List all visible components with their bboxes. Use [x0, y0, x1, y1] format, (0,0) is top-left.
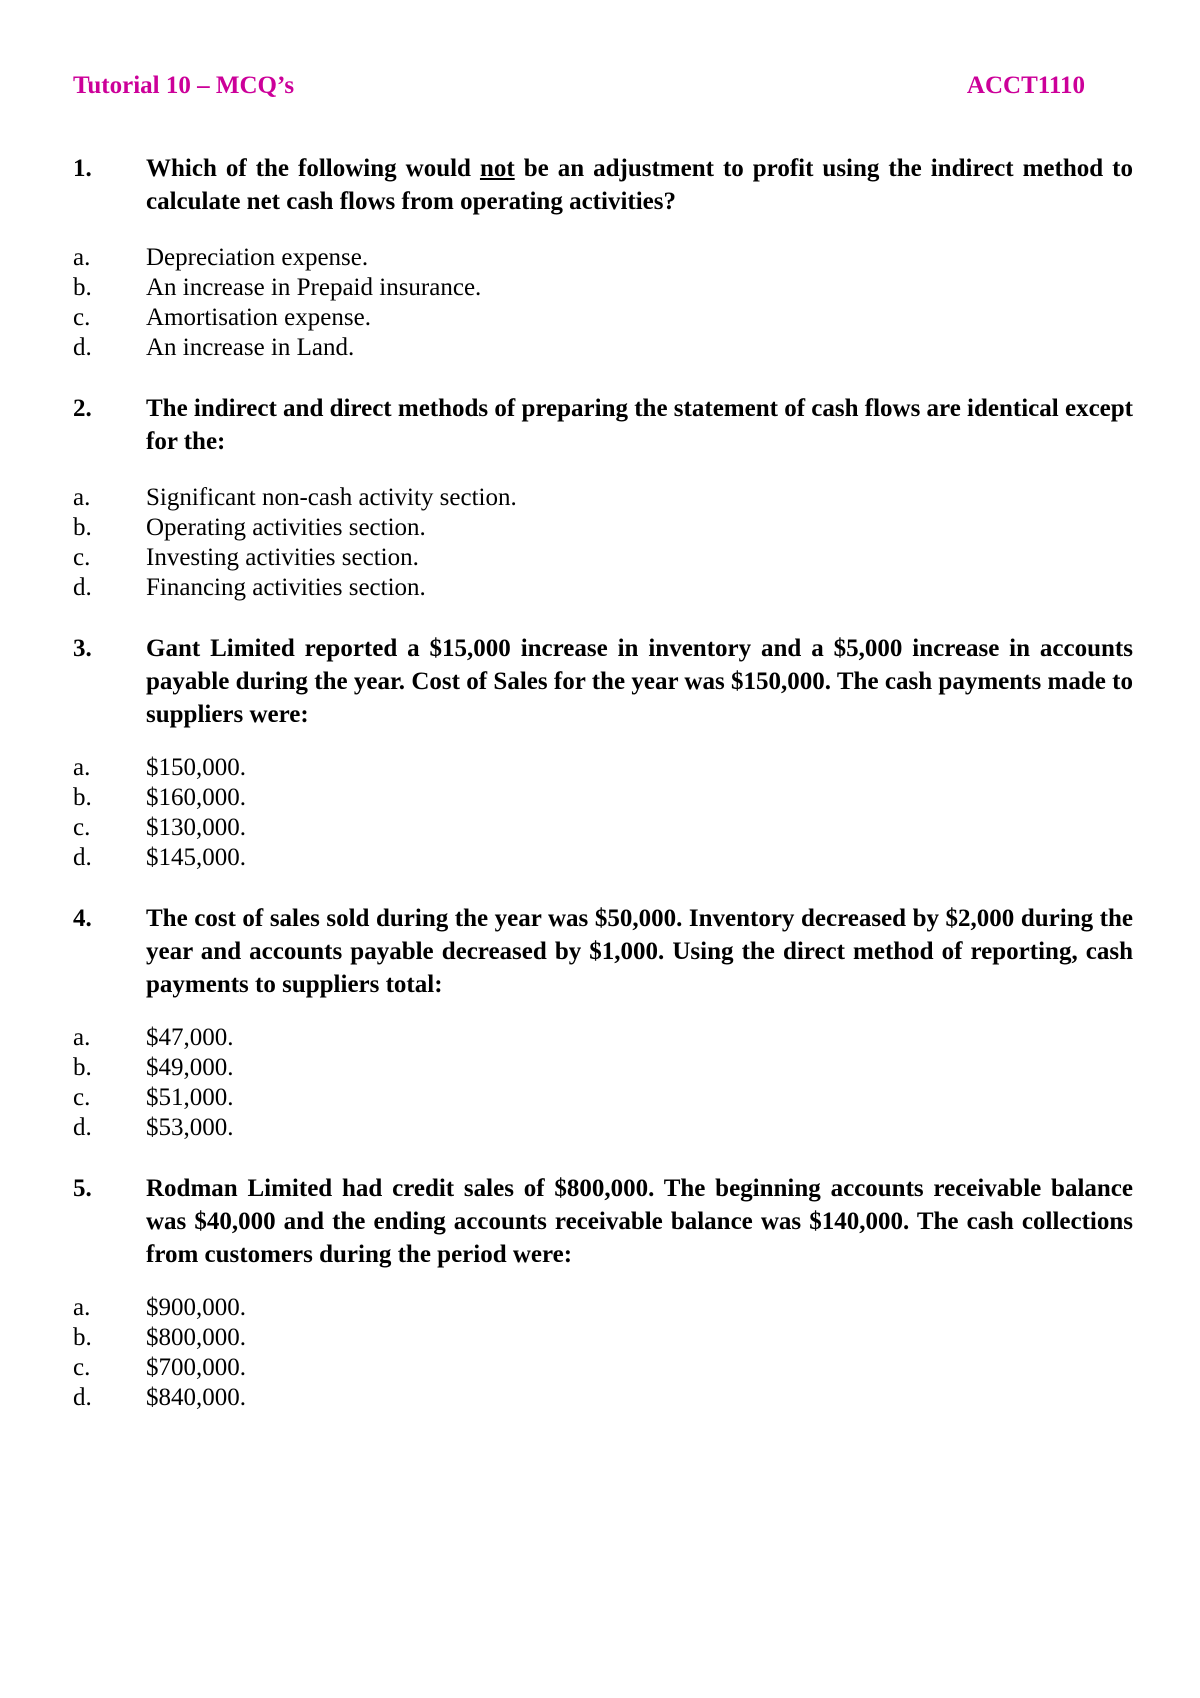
- option-text: $47,000.: [146, 1024, 234, 1051]
- option-text: $700,000.: [146, 1354, 246, 1381]
- question-text: The cost of sales sold during the year was $50,000. Inventory decreased by $2,000 during the year and accounts payable decreased by $1,000. Using the direct method of reporting, cash payments to suppliers total:: [146, 905, 1133, 998]
- question-number: 2.: [73, 395, 92, 422]
- question-number: 1.: [73, 155, 92, 182]
- option-letter: a.: [73, 1294, 91, 1321]
- option-text: Investing activities section.: [146, 544, 419, 571]
- question-number: 5.: [73, 1175, 92, 1202]
- option-letter: a.: [73, 244, 91, 271]
- option-letter: a.: [73, 484, 91, 511]
- option-text: $145,000.: [146, 844, 246, 871]
- option-letter: d.: [73, 574, 92, 601]
- option-letter: d.: [73, 334, 92, 361]
- option-text: $130,000.: [146, 814, 246, 841]
- question-text: Which of the following would not be an adjustment to profit using the indirect method to calculate net cash flows from operating activities?: [146, 155, 1133, 215]
- option-letter: b.: [73, 514, 92, 541]
- option-letter: c.: [73, 1084, 91, 1111]
- option-letter: b.: [73, 1324, 92, 1351]
- option-letter: d.: [73, 1384, 92, 1411]
- option-text: An increase in Land.: [146, 334, 355, 361]
- option-text: An increase in Prepaid insurance.: [146, 274, 482, 301]
- option-text: Financing activities section.: [146, 574, 426, 601]
- option-text: Depreciation expense.: [146, 244, 369, 271]
- option-letter: c.: [73, 1354, 91, 1381]
- question-number: 4.: [73, 905, 92, 932]
- option-text: $150,000.: [146, 754, 246, 781]
- page-header: [73, 72, 1085, 112]
- option-letter: a.: [73, 754, 91, 781]
- option-letter: d.: [73, 1114, 92, 1141]
- option-text: $160,000.: [146, 784, 246, 811]
- option-text: $53,000.: [146, 1114, 234, 1141]
- option-text: $900,000.: [146, 1294, 246, 1321]
- option-letter: c.: [73, 814, 91, 841]
- option-text: $840,000.: [146, 1384, 246, 1411]
- option-letter: b.: [73, 784, 92, 811]
- option-letter: c.: [73, 304, 91, 331]
- option-text: Significant non-cash activity section.: [146, 484, 517, 511]
- option-text: $49,000.: [146, 1054, 234, 1081]
- option-text: Amortisation expense.: [146, 304, 371, 331]
- option-letter: b.: [73, 1054, 92, 1081]
- option-letter: d.: [73, 844, 92, 871]
- question-text: The indirect and direct methods of preparing the statement of cash flows are identical except for the:: [146, 395, 1133, 455]
- course-code: ACCT1110: [966, 72, 1085, 99]
- option-letter: c.: [73, 544, 91, 571]
- question-text: Rodman Limited had credit sales of $800,000. The beginning accounts receivable balance was $40,000 and the ending accounts receivable balance was $140,000. The cash collections from customers during the period were:: [146, 1175, 1133, 1268]
- option-text: $51,000.: [146, 1084, 234, 1111]
- option-text: $800,000.: [146, 1324, 246, 1351]
- tutorial-title: Tutorial 10 – MCQ’s: [73, 72, 295, 99]
- question-number: 3.: [73, 635, 92, 662]
- option-letter: b.: [73, 274, 92, 301]
- option-text: Operating activities section.: [146, 514, 426, 541]
- question-text: Gant Limited reported a $15,000 increase in inventory and a $5,000 increase in accounts payable during the year. Cost of Sales for the year was $150,000. The cash payments made to suppliers were:: [146, 635, 1133, 728]
- option-letter: a.: [73, 1024, 91, 1051]
